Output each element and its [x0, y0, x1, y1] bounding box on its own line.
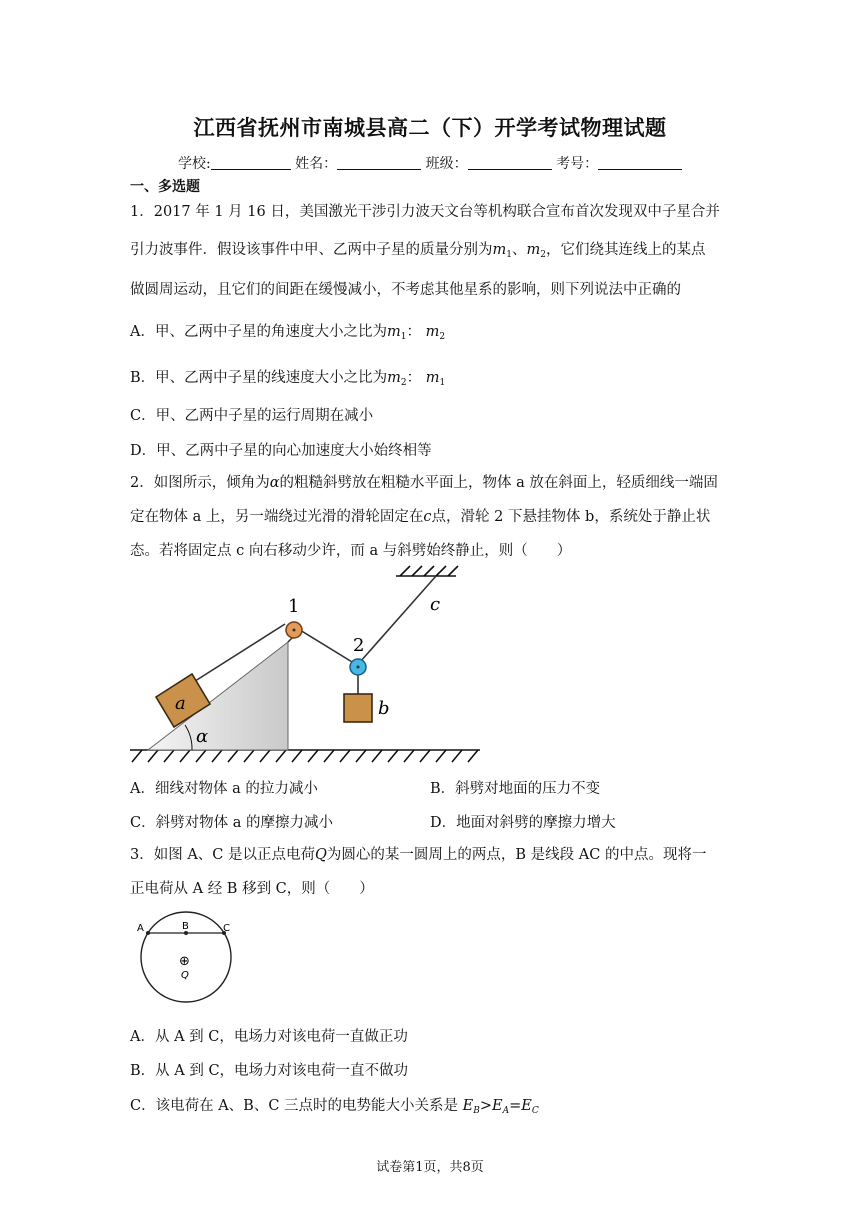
page-footer: 试卷第1页，共8页 — [376, 1160, 484, 1175]
q1-option-b: B．甲、乙两中子星的线速度大小之比为$m_2$： $m_1$ — [130, 370, 446, 388]
point-a — [146, 931, 150, 935]
pulley-2-label: 2 — [353, 635, 365, 656]
q3-option-b: B．从 A 到 C，电场力对该电荷一直不做功 — [130, 1063, 409, 1079]
q2-option-b: B．斜劈对地面的压力不变 — [430, 781, 601, 797]
exam-no-field[interactable] — [598, 155, 682, 170]
circle-charge-figure — [134, 910, 246, 1006]
q2-option-a: A．细线对物体 a 的拉力减小 — [130, 781, 318, 797]
label-q: Q — [181, 970, 189, 981]
q2-line1: 2．如图所示，倾角为α的粗糙斜劈放在粗糙水平面上，物体 a 放在斜面上，轻质细线一端固 — [130, 475, 718, 491]
q2-line3: 态。若将固定点 c 向右移动少许，而 a 与斜劈始终静止，则（ ） — [130, 543, 572, 559]
school-field[interactable] — [211, 155, 291, 170]
q1-line2: 引力波事件．假设该事件中甲、乙两中子星的质量分别为$m_1$、$m_2$，它们绕其连线上的某点 — [130, 242, 706, 260]
ceiling-support — [396, 566, 458, 576]
string-pulley1-to-pulley2 — [300, 630, 357, 665]
angle-alpha-label: α — [196, 726, 209, 747]
block-b-label: b — [378, 698, 390, 719]
ground — [130, 750, 480, 762]
point-c-label: c — [430, 594, 441, 615]
string-pulley2-to-c — [360, 576, 436, 662]
plus-charge-icon: ⊕ — [179, 954, 190, 969]
q3-option-a: A．从 A 到 C，电场力对该电荷一直做正功 — [130, 1029, 408, 1045]
q1-option-a: A．甲、乙两中子星的角速度大小之比为$m_1$： $m_2$ — [130, 324, 446, 342]
school-label: 学校: — [178, 156, 211, 172]
q3-line2: 正电荷从 A 经 B 移到 C，则（ ） — [130, 881, 374, 897]
q2-option-d: D．地面对斜劈的摩擦力增大 — [430, 815, 616, 831]
incline-pulley-figure — [120, 560, 500, 770]
q3-option-c: C．该电荷在 A、B、C 三点时的电势能大小关系是 $E_B>E_A=E_C$ — [130, 1098, 539, 1116]
label-b: B — [182, 921, 189, 932]
class-label: 班级： — [425, 156, 468, 172]
name-field[interactable] — [337, 155, 421, 170]
block-a-label: a — [175, 693, 186, 714]
q1-option-d: D．甲、乙两中子星的向心加速度大小始终相等 — [130, 443, 432, 459]
q1-option-c: C．甲、乙两中子星的运行周期在减小 — [130, 408, 374, 424]
page-title: 江西省抚州市南城县高二（下）开学考试物理试题 — [193, 116, 667, 140]
pulley-1-label: 1 — [288, 596, 300, 617]
q1-line3: 做圆周运动，且它们的间距在缓慢减小，不考虑其他星系的影响，则下列说法中正确的 — [130, 282, 681, 298]
section-heading: 一、多选题 — [130, 179, 200, 195]
name-label: 姓名： — [295, 156, 338, 172]
student-info-line — [178, 153, 682, 173]
q1-line1: 1．2017 年 1 月 16 日，美国激光干涉引力波天文台等机构联合宣布首次发现双中子星合并 — [130, 204, 720, 220]
label-c: C — [223, 923, 230, 934]
class-field[interactable] — [468, 155, 552, 170]
q3-line1: 3．如图 A、C 是以正点电荷Q为圆心的某一圆周上的两点，B 是线段 AC 的中点。现将一 — [130, 847, 707, 863]
label-a: A — [137, 923, 144, 934]
q2-option-c: C．斜劈对物体 a 的摩擦力减小 — [130, 815, 333, 831]
block-b — [344, 694, 372, 722]
exam-no-label: 考号： — [556, 156, 599, 172]
q2-line2: 定在物体 a 上，另一端绕过光滑的滑轮固定在c点，滑轮 2 下悬挂物体 b，系统处于静止状 — [130, 509, 711, 525]
